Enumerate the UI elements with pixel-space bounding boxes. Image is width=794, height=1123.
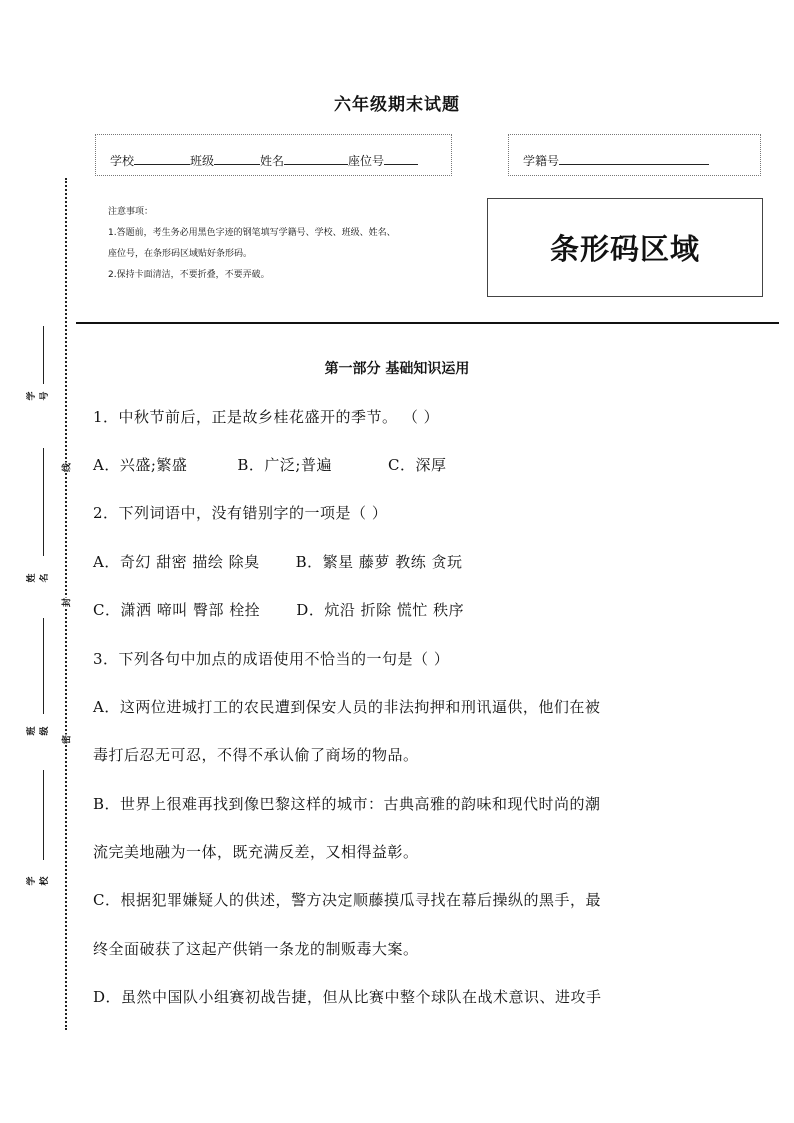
school-line[interactable] (43, 770, 44, 860)
question-3-option-d: D．虽然中国队小组赛初战告捷，但从比赛中整个球队在战术意识、进攻手 (93, 988, 602, 1006)
name-field[interactable] (284, 152, 348, 165)
notice-heading: 注意事项： (108, 207, 154, 217)
question-3-option-c-cont: 终全面破获了这起产供销一条龙的制贩毒大案。 (93, 940, 419, 958)
school-side-label: 学校 (27, 876, 50, 886)
option-d: D．炕沿 折除 慌忙 秩序 (296, 601, 465, 619)
option-b: B．繁星 藤萝 教练 贪玩 (295, 553, 463, 571)
student-info-row (110, 152, 418, 169)
notice-line: 2.保持卡面清洁，不要折叠，不要弄破。 (108, 270, 270, 280)
question-1: 1．中秋节前后，正是故乡桂花盛开的季节。 （ ） (93, 408, 440, 426)
notice-block (108, 202, 468, 286)
student-number-label: 学籍号 (523, 154, 560, 168)
student-info-box (95, 134, 452, 176)
seat-field[interactable] (384, 152, 418, 165)
school-label: 学校 (110, 154, 135, 168)
class-field[interactable] (214, 152, 260, 165)
option-a: A．兴盛;繁盛 (93, 456, 188, 474)
divider-rule (76, 322, 779, 324)
seal-mark-seal: 封 (60, 598, 73, 608)
question-3-option-b: B．世界上很难再找到像巴黎这样的城市：古典高雅的韵味和现代时尚的潮 (93, 795, 601, 813)
question-3: 3．下列各句中加点的成语使用不恰当的一句是（ ） (93, 650, 450, 668)
question-1-options (93, 454, 713, 475)
class-label: 班级 (190, 154, 215, 168)
class-line[interactable] (43, 618, 44, 714)
option-c: C．潇洒 啼叫 臀部 栓拴 (93, 601, 261, 619)
student-number-box (508, 134, 761, 176)
class-side-label: 班级 (27, 726, 50, 736)
notice-line: 座位号，在条形码区域贴好条形码。 (108, 249, 253, 259)
question-2-options-row2 (93, 599, 713, 620)
option-b: B．广泛;普遍 (237, 456, 332, 474)
name-line[interactable] (43, 448, 44, 556)
option-a: A．奇幻 甜密 描绘 除臭 (93, 553, 260, 571)
seat-label: 座位号 (348, 154, 385, 168)
name-side-label: 姓名 (27, 573, 50, 583)
section-title: 第一部分 基础知识运用 (324, 361, 470, 377)
question-2: 2．下列词语中，没有错别字的一项是（ ） (93, 504, 388, 522)
notice-line: 1.答题前，考生务必用黑色字迹的钢笔填写学籍号、学校、班级、姓名、 (108, 228, 396, 238)
question-2-options-row1 (93, 551, 713, 572)
seal-mark-line: 线 (60, 463, 73, 473)
page-title: 六年级期末试题 (334, 95, 460, 115)
option-c: C．深厚 (387, 456, 447, 474)
student-number-row (523, 152, 709, 169)
barcode-label: 条形码区域 (549, 232, 700, 266)
question-3-option-a-cont: 毒打后忍无可忍，不得不承认偷了商场的物品。 (93, 746, 419, 764)
student-number-field[interactable] (559, 152, 709, 165)
student-id-label: 学号 (27, 391, 50, 401)
question-3-option-a: A．这两位进城打工的农民遭到保安人员的非法拘押和刑讯逼供，他们在被 (93, 698, 601, 716)
question-3-option-b-cont: 流完美地融为一体，既充满反差，又相得益彰。 (93, 843, 419, 861)
name-label: 姓名 (260, 154, 285, 168)
question-3-option-c: C．根据犯罪嫌疑人的供述，警方决定顺藤摸瓜寻找在幕后操纵的黑手，最 (93, 891, 601, 909)
barcode-area (487, 198, 763, 297)
school-field[interactable] (134, 152, 190, 165)
seal-mark-secret: 密 (60, 735, 73, 745)
